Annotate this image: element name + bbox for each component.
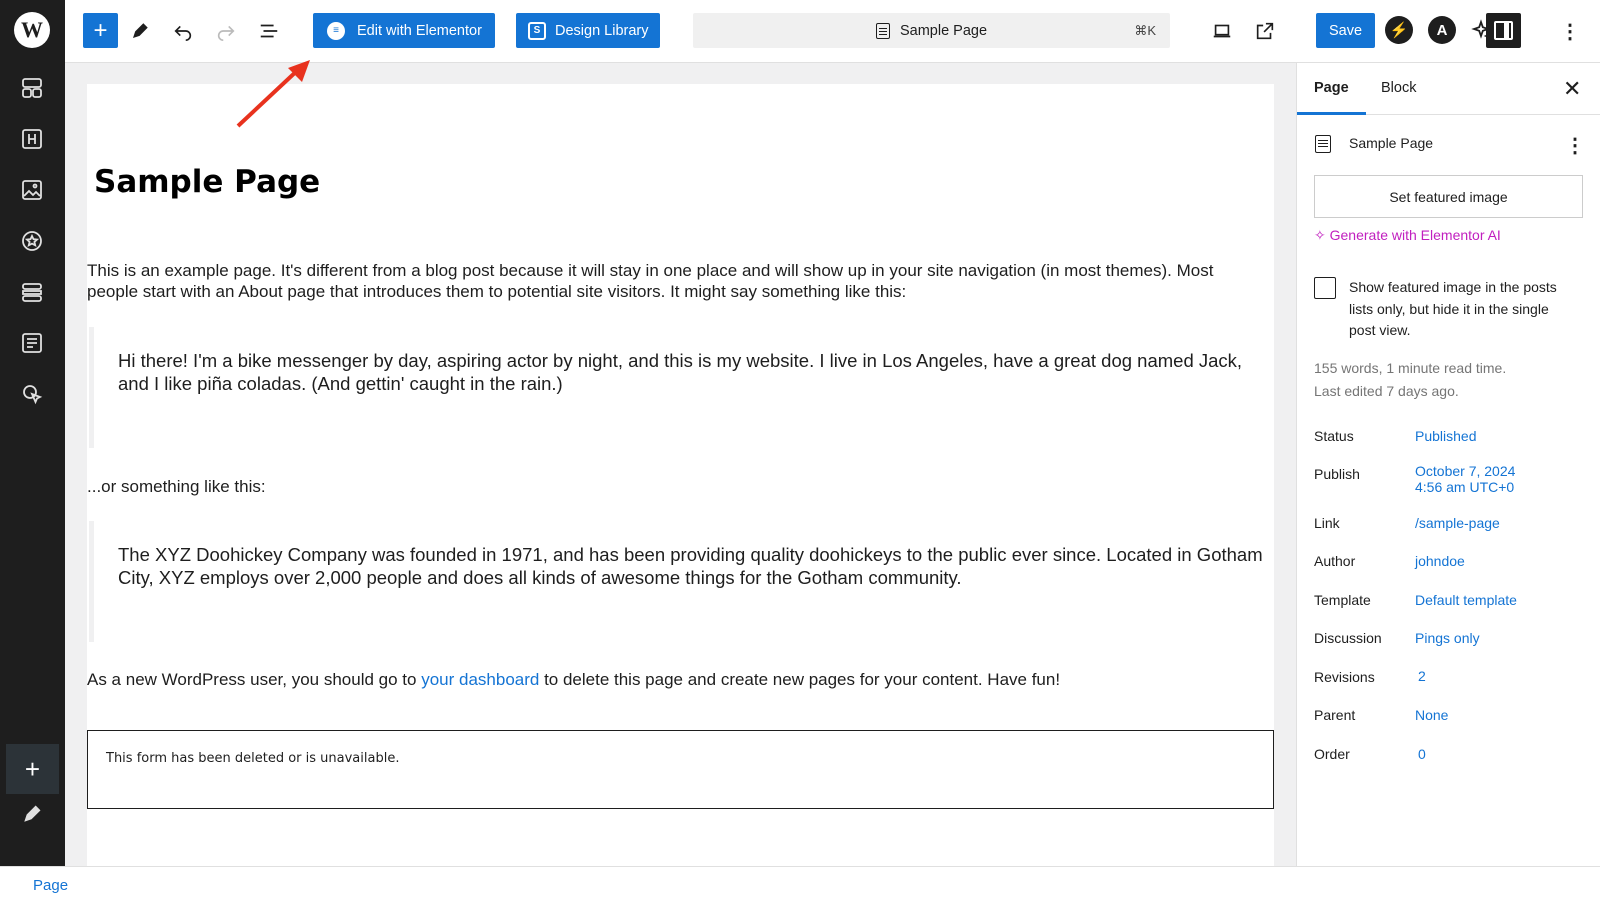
middle-paragraph[interactable]: ...or something like this: (87, 477, 266, 496)
intro-paragraph[interactable]: This is an example page. It's different from a blog post because it will stay in one place and will show up in your site navigation (in most themes). Most people start with an About page that introduces them to potential site visitors. It might say something like this: (87, 261, 1214, 301)
page-document-icon (1315, 135, 1331, 153)
save-button[interactable]: Save (1316, 13, 1375, 48)
author-value[interactable]: johndoe (1415, 553, 1465, 569)
revisions-value[interactable]: 2 (1418, 668, 1426, 684)
redo-icon[interactable] (211, 16, 241, 46)
settings-sidebar (1296, 63, 1600, 866)
sidebar-tabs (1297, 63, 1600, 115)
heading-icon[interactable] (16, 123, 48, 155)
form-notice: This form has been deleted or is unavailable. (106, 751, 400, 766)
editor-canvas (87, 84, 1274, 866)
page-title[interactable]: Sample Page (94, 164, 321, 200)
quote-block-1[interactable] (89, 327, 1269, 448)
generate-ai-link[interactable]: ✧ Generate with Elementor AI (1314, 227, 1501, 243)
block-inserter-button[interactable]: + (83, 13, 118, 48)
word-count: 155 words, 1 minute read time. (1314, 360, 1507, 376)
template-label: Template (1314, 592, 1371, 608)
link-label: Link (1314, 515, 1340, 531)
order-value[interactable]: 0 (1418, 746, 1426, 762)
link-value[interactable]: /sample-page (1415, 515, 1500, 531)
discussion-value[interactable]: Pings only (1415, 630, 1480, 646)
page-name: Sample Page (1349, 135, 1434, 151)
parent-value[interactable]: None (1415, 707, 1449, 723)
elementor-icon: ≡ (327, 22, 345, 40)
command-palette-bar[interactable]: Sample Page ⌘K (693, 13, 1170, 48)
publish-value[interactable]: October 7, 2024 4:56 am UTC+0 (1415, 463, 1516, 495)
document-overview-icon[interactable] (254, 16, 284, 46)
tab-block[interactable]: Block (1381, 80, 1417, 96)
add-block-button[interactable]: + (6, 744, 59, 794)
tab-page[interactable]: Page (1314, 80, 1349, 96)
command-shortcut: ⌘K (1134, 22, 1156, 38)
options-kebab-icon[interactable]: ⋮ (1560, 20, 1580, 43)
quote-1-text: Hi there! I'm a bike messenger by day, aspiring actor by night, and this is my website. I live in Los Angeles, have a great dog named Jack, and I like piña coladas. (And gettin' caught in the rain.) (118, 350, 1243, 394)
discussion-label: Discussion (1314, 630, 1382, 646)
author-label: Author (1314, 553, 1356, 569)
tools-pencil-icon[interactable] (125, 16, 155, 46)
status-label: Status (1314, 428, 1354, 444)
set-featured-image-button[interactable]: Set featured image (1314, 175, 1583, 218)
publish-label: Publish (1314, 466, 1360, 482)
active-tab-indicator (1297, 112, 1366, 115)
design-library-button[interactable]: S Design Library (516, 13, 660, 48)
astra-plugin-icon[interactable]: A (1428, 16, 1456, 44)
last-edited: Last edited 7 days ago. (1314, 383, 1459, 399)
form-icon[interactable] (16, 327, 48, 359)
sidebar-toggle-icon (1494, 21, 1513, 40)
layout-rows-icon[interactable] (16, 276, 48, 308)
dashboard-link[interactable]: your dashboard (421, 670, 540, 689)
order-label: Order (1314, 746, 1350, 762)
quote-block-2[interactable] (89, 521, 1269, 642)
page-document-icon (876, 23, 890, 39)
wordpress-logo-icon[interactable]: W (14, 12, 50, 48)
closing-paragraph[interactable]: As a new WordPress user, you should go to your dashboard to delete this page and create new pages for your content. Have fun! (87, 670, 1061, 689)
featured-image-checkbox-label: Show featured image in the posts lists only, but hide it in the single post view. (1349, 279, 1557, 338)
annotation-arrow-icon (230, 54, 320, 134)
badge-icon[interactable] (16, 225, 48, 257)
revisions-label: Revisions (1314, 669, 1375, 685)
settings-sidebar-toggle[interactable] (1486, 13, 1521, 48)
parent-label: Parent (1314, 707, 1356, 723)
ai-sparkle-small-icon: ✧ (1314, 227, 1330, 243)
page-actions-kebab-icon[interactable]: ⋮ (1565, 135, 1585, 157)
template-value[interactable]: Default template (1415, 592, 1517, 608)
view-page-external-icon[interactable] (1250, 16, 1280, 46)
undo-icon[interactable] (168, 16, 198, 46)
image-icon[interactable] (16, 174, 48, 206)
edit-with-elementor-button[interactable]: ≡ Edit with Elementor (313, 13, 495, 48)
device-preview-icon[interactable] (1207, 16, 1237, 46)
cursor-select-icon[interactable] (16, 378, 48, 410)
design-library-icon: S (528, 22, 546, 40)
status-value[interactable]: Published (1415, 428, 1477, 444)
left-sidebar (0, 0, 65, 903)
form-block[interactable] (87, 730, 1274, 809)
featured-image-checkbox[interactable] (1314, 277, 1336, 299)
breadcrumb-footer (0, 866, 1600, 903)
edit-pencil-icon[interactable] (16, 798, 48, 830)
patterns-icon[interactable] (16, 72, 48, 104)
bolt-plugin-icon[interactable]: ⚡ (1385, 16, 1413, 44)
close-sidebar-icon[interactable]: ✕ (1563, 76, 1582, 101)
quote-2-text: The XYZ Doohickey Company was founded in 1971, and has been providing quality doohickeys to the public ever since. Located in Gotham City, XYZ employs over 2,000 people and does all kinds of awesome things for the Gotham community. (118, 544, 1263, 588)
breadcrumb-page[interactable]: Page (33, 877, 69, 894)
